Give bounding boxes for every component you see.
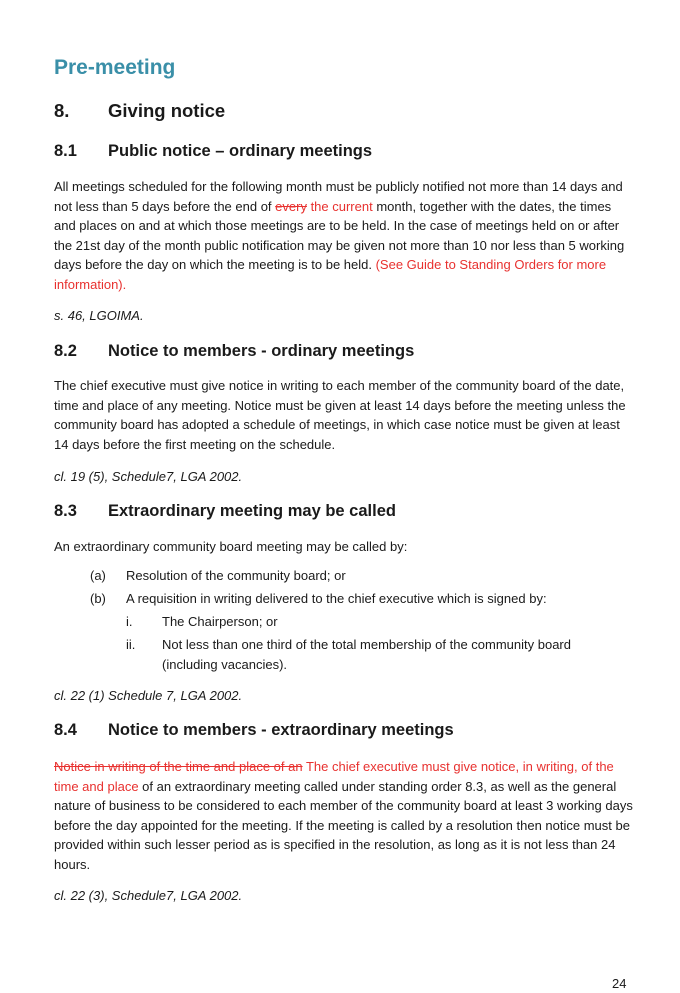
sublist-item-i: [126, 612, 640, 632]
sublist-item-text: The Chairperson; or: [162, 614, 278, 629]
heading-8-1-number: 8.1: [54, 142, 77, 160]
heading-8-4: [54, 721, 454, 740]
heading-8-3: [54, 502, 396, 521]
citation-8-1: s. 46, LGOIMA.: [54, 308, 144, 323]
heading-8-4-number: 8.4: [54, 721, 77, 739]
list-item-text: A requisition in writing delivered to the chief executive which is signed by:: [126, 591, 547, 606]
inserted-text: the current: [306, 198, 373, 214]
paragraph-8-1-part1: All meetings scheduled for the following month must be publicly notified not more than 14 days and not less than 5 days before the end of: [54, 179, 623, 214]
paragraph-8-4: [54, 757, 634, 874]
heading-8-3-number: 8.3: [54, 502, 77, 520]
list-marker: (b): [90, 591, 106, 606]
sublist-item-ii: [126, 635, 612, 674]
guide-note: (See Guide to Standing Orders for more information).: [54, 257, 607, 292]
list-item-b: [90, 589, 646, 609]
heading-8-1: [54, 142, 372, 161]
citation-8-3: cl. 22 (1) Schedule 7, LGA 2002.: [54, 688, 243, 703]
sublist-marker: i.: [126, 614, 133, 629]
sublist-item-text: Not less than one third of the total membership of the community board (including vacancies).: [162, 637, 571, 672]
heading-title: Giving notice: [108, 100, 226, 121]
paragraph-8-3-intro: An extraordinary community board meeting may be called by:: [54, 539, 408, 554]
list-item-text: Resolution of the community board; or: [126, 568, 346, 583]
heading-8-1-title: Public notice – ordinary meetings: [108, 142, 373, 160]
paragraph-8-4-text: of an extraordinary meeting called under standing order 8.3, as well as the general nature of business to be considered to each member of the community board at least 3 working days before the day appointed for the meeting. If the meeting is called by a resolution then notice must be provided within such lesser period as is specified in the resolution, as long as it is not less than 24 hours.: [54, 778, 633, 872]
heading-8-2: [54, 342, 414, 361]
list-item-a: [90, 566, 646, 586]
sublist-marker: ii.: [126, 637, 136, 652]
heading-8-4-title: Notice to members - extraordinary meetings: [108, 721, 454, 739]
section-title: Pre-meeting: [54, 56, 176, 79]
paragraph-8-2: The chief executive must give notice in writing to each member of the community board of the date, time and place of any meeting. Notice must be given at least 14 days before the meeting unless the community board has adopted a schedule of meetings, in which case notice must be given at least 14 days before the first meeting on the schedule.: [54, 378, 626, 452]
list-marker: (a): [90, 568, 106, 583]
heading-8: [54, 100, 225, 122]
deleted-text: Notice in writing of the time and place of an: [54, 759, 303, 774]
heading-number: 8.: [54, 100, 70, 121]
deleted-text: every: [275, 198, 307, 214]
inserted-text: The chief executive must give notice, in writing, of the time and place: [54, 759, 614, 794]
page-number: 24: [612, 976, 627, 991]
paragraph-8-1: [54, 177, 634, 294]
heading-8-3-title: Extraordinary meeting may be called: [108, 502, 396, 520]
paragraph-8-1-part2: month, together with the dates, the times and places on and at which those meetings are to be held. In the case of meetings held on or after the 21st day of the month public notification may be given not more than 10 nor less than 5 working days before the day on which the meeting is to be held.: [54, 198, 625, 272]
citation-8-4: cl. 22 (3), Schedule7, LGA 2002.: [54, 888, 243, 903]
heading-8-2-number: 8.2: [54, 342, 77, 360]
citation-8-2: cl. 19 (5), Schedule7, LGA 2002.: [54, 469, 243, 484]
heading-8-2-title: Notice to members - ordinary meetings: [108, 342, 415, 360]
